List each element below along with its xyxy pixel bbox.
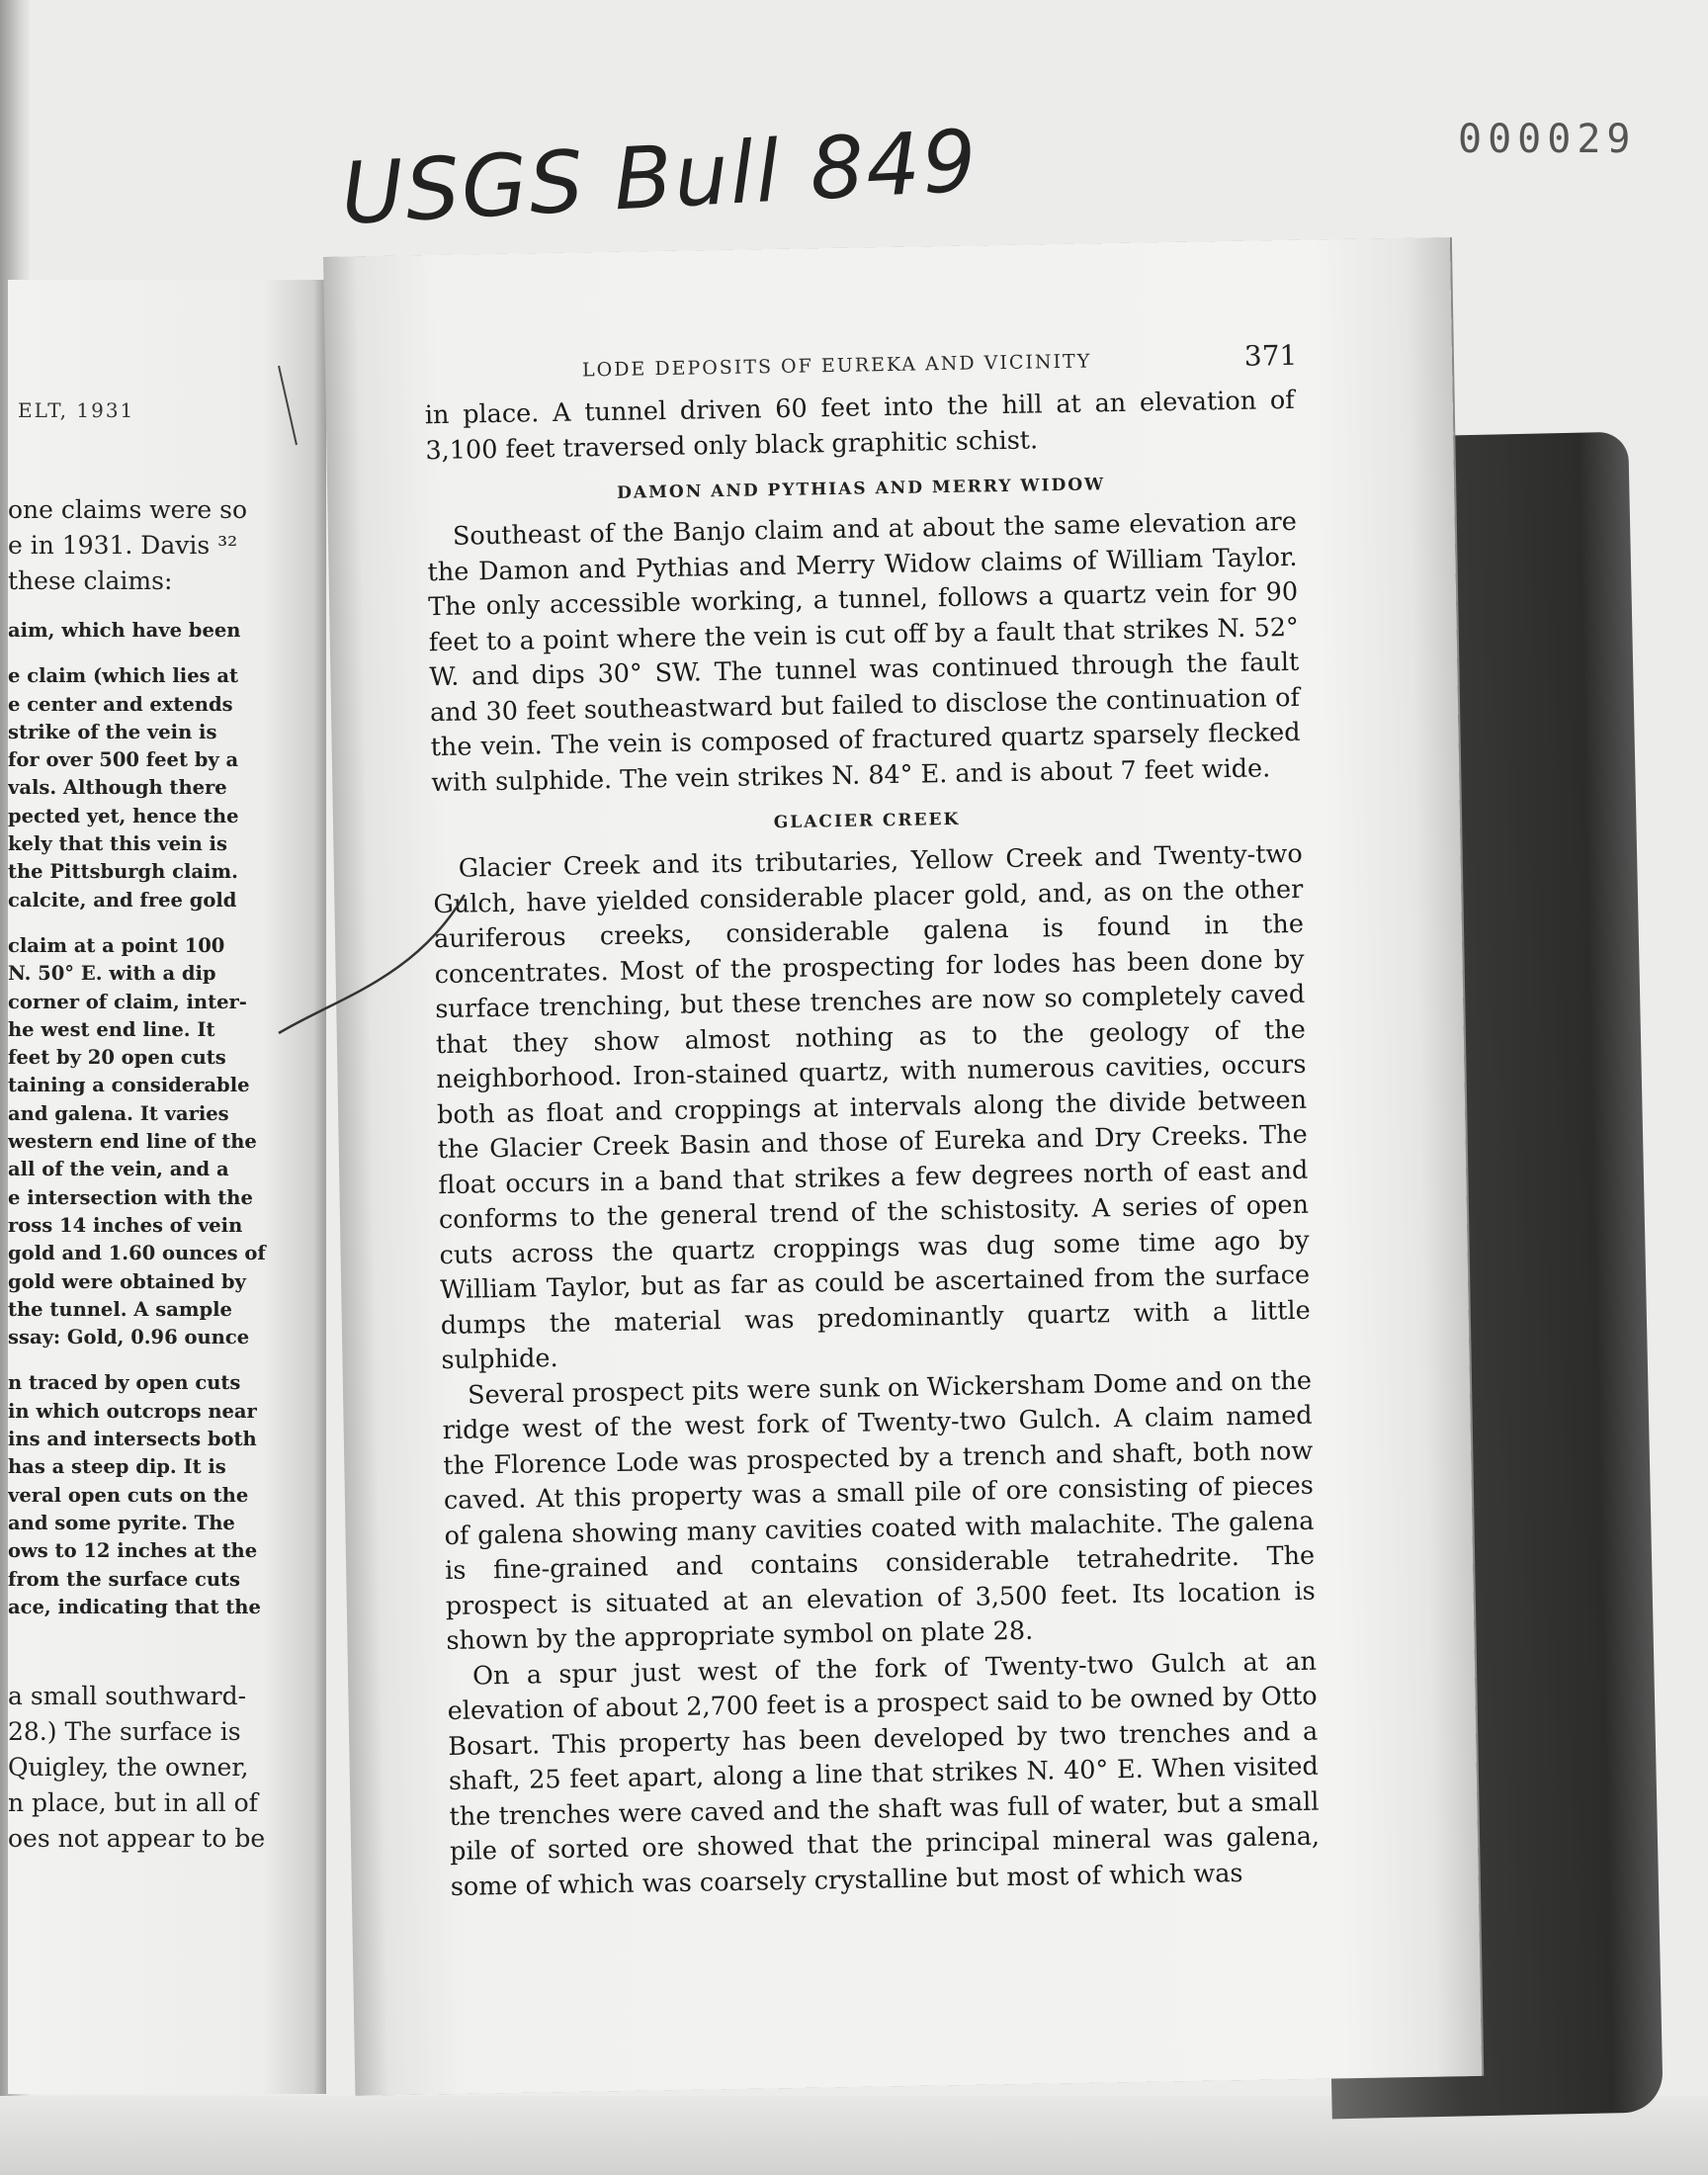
left-page-line: and galena. It varies [8,1101,229,1125]
left-page-line: veral open cuts on the [8,1483,249,1507]
left-page-line: vals. Although there [8,776,227,800]
left-page-line: the Pittsburgh claim. [8,860,238,884]
section-title-glacier-creek: GLACIER CREEK [773,809,961,833]
left-page-line: taining a considerable [8,1074,250,1097]
left-page-line: ssay: Gold, 0.96 ounce [8,1326,250,1349]
left-page-line: kely that this vein is [8,832,227,856]
left-page-line: gold and 1.60 ounces of [8,1242,266,1265]
handwritten-label: USGS Bull 849 [338,112,982,244]
left-page-line: ows to 12 inches at the [8,1539,258,1563]
left-page-line: n place, but in all of [8,1788,258,1818]
left-page-line: e claim (which lies at [8,664,239,688]
left-page-line: e intersection with the [8,1185,253,1209]
left-page-header: ELT, 1931 [18,398,135,422]
left-page-line: n traced by open cuts [8,1371,241,1395]
left-page-line: Quigley, the owner, [8,1753,249,1783]
left-page-line: N. 50° E. with a dip [8,962,216,986]
left-page-line: pected yet, hence the [8,804,239,827]
left-page-line: he west end line. It [8,1017,215,1041]
left-page-line: corner of claim, inter- [8,990,247,1013]
left-page-line: all of the vein, and a [8,1158,229,1181]
left-page-line: calcite, and free gold [8,888,237,912]
left-page-line: claim at a point 100 [8,933,225,957]
left-page-line: a small southward- [8,1682,247,1711]
left-page-line: has a steep dip. It is [8,1455,226,1479]
damon-pythias-paragraph: Southeast of the Banjo claim and at about the same elevation are the Damon and Pythias and Merry Widow claims of William Taylor. The only accessible working, a tunnel, follows a quartz vein for 90 feet to a point where the vein is cut off by a fault that strikes N. 52° W. and dips 30° SW. The tunnel was continued through the fault and 30 feet southeastward but failed to disclose the continuation of the vein. The vein is composed of fractured quartz sparsely flecked with sulphide. The vein strikes N. 84° E. and is about 7 feet wide. [427,506,1301,798]
left-page-line: ace, indicating that the [8,1595,261,1618]
left-page-line: ins and intersects both [8,1428,257,1451]
glacier-creek-paragraph-3: On a spur just west of the fork of Twenty-two Gulch at an elevation of about 2,700 feet is a prospect said to be owned by Otto Bosart. This property has been developed by two trenches and a shaft, 25 feet apart, along a line that strikes N. 40° E. When visited the trenches were caved and the shaft was full of water, but a small pile of sorted ore showed that the principal mineral was galena, some of which was coarsely crystalline but most of which was [447,1646,1321,1902]
page-number: 371 [1243,338,1298,373]
left-page-line: strike of the vein is [8,720,217,743]
left-page-line: for over 500 feet by a [8,748,239,772]
left-page-line: and some pyrite. The [8,1511,235,1534]
left-page-line: one claims were so [8,495,248,524]
glacier-creek-paragraph-2: Several prospect pits were sunk on Wickersham Dome and on the ridge west of the west fork of Twenty-two Gulch. A claim named the Florence Lode was prospected by a trench and shaft, both now caved. At this property was a small pile of ore consisting of pieces of galena showing many cavities coated with malachite. The galena is fine-grained and contains considerable tetrahedrite. The prospect is situated at an elevation of 3,500 feet. Its location is shown by the appropriate symbol on plate 28. [442,1365,1316,1657]
left-page-line: oes not appear to be [8,1824,266,1854]
running-head: LODE DEPOSITS OF EUREKA AND VICINITY [581,350,1092,382]
opening-paragraph: in place. A tunnel driven 60 feet into the hill at an elevation of 3,100 feet traversed only black graphitic schist. [424,385,1295,466]
left-page-line: from the surface cuts [8,1567,241,1591]
left-page-line: feet by 20 open cuts [8,1046,226,1070]
left-page-line: ross 14 inches of vein [8,1213,243,1237]
left-page-line: gold were obtained by [8,1269,246,1293]
document-number-stamp: 000029 [1458,117,1637,162]
section-title-damon-pythias: DAMON AND PYTHIAS AND MERRY WIDOW [617,475,1106,503]
left-page-line: in which outcrops near [8,1399,257,1423]
left-page-line: these claims: [8,566,173,595]
left-page-line: western end line of the [8,1130,257,1154]
left-page-line: aim, which have been [8,619,241,642]
left-page-line: 28.) The surface is [8,1717,241,1747]
left-page-line: e in 1931. Davis ³² [8,531,238,560]
glacier-creek-paragraph-1: Glacier Creek and its tributaries, Yellow Creek and Twenty-two Gulch, have yielded considerable placer gold, and, as on the other auriferous creeks, considerable galena is found in the concentrates. Most of the prospecting for lodes has been done by surface trenching, but these trenches are now so completely caved that they show almost nothing as to the geology of the neighborhood. Iron-stained quartz, with numerous cavities, occurs both as float and croppings at intervals along the divide between the Glacier Creek Basin and those of Eureka and Dry Creeks. The float occurs in a band that strikes a few degrees north of east and conforms to the general trend of the schistosity. A series of open cuts across the quartz croppings was dug some time ago by William Taylor, but as far as could be ascertained from the surface dumps the material was predominantly quartz with a little sulphide. [433,838,1312,1376]
left-page-line: the tunnel. A sample [8,1297,232,1321]
left-page-line: e center and extends [8,692,233,716]
